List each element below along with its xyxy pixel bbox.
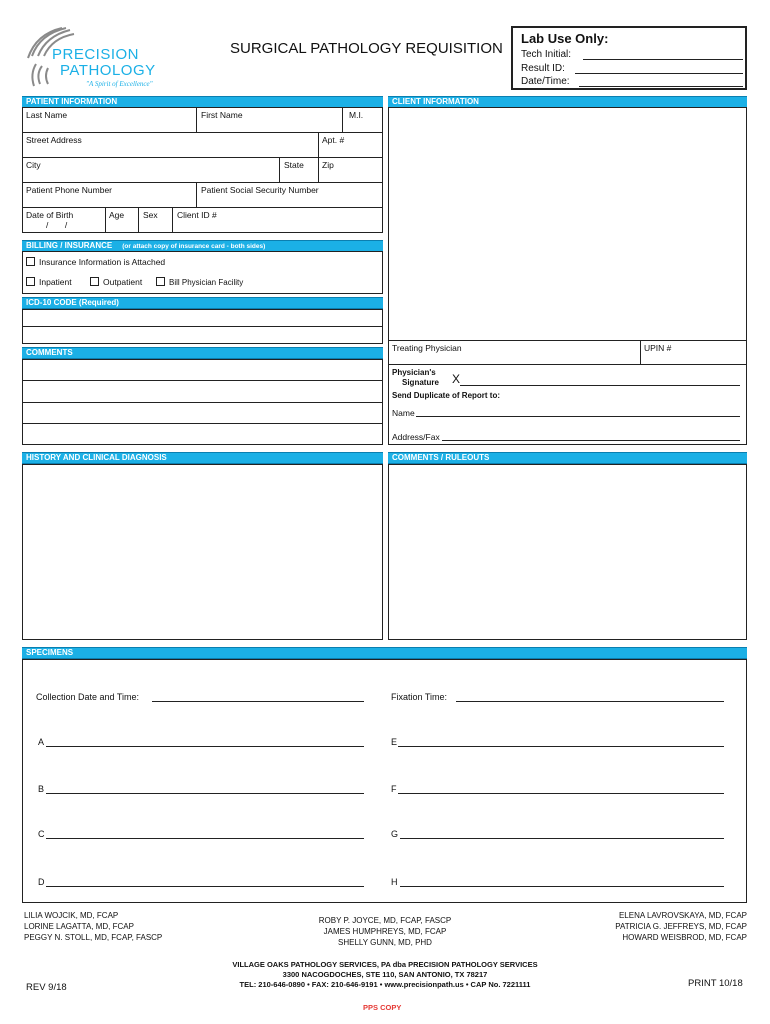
client-id-field[interactable]: Client ID #	[177, 210, 217, 220]
row-divider	[22, 423, 383, 424]
specimen-a-label: A	[38, 737, 45, 747]
footer-contact: TEL: 210-646-0890 • FAX: 210-646-9191 • www.precisionpath.us • CAP No. 7221111	[239, 980, 531, 989]
client-info-heading-text: CLIENT INFORMATION	[392, 97, 479, 106]
specimen-c-label: C	[38, 829, 45, 839]
ruleouts-heading-text: COMMENTS / RULEOUTS	[392, 453, 490, 462]
comments-heading	[22, 347, 383, 359]
doctor-name: ELENA LAVROVSKAYA, MD, FCAP	[618, 911, 747, 920]
col-divider	[318, 132, 319, 157]
insurance-attached-label: Insurance Information is Attached	[39, 257, 166, 267]
page-title: SURGICAL PATHOLOGY REQUISITION	[230, 40, 503, 57]
row-divider	[22, 207, 383, 208]
specimen-h-line[interactable]	[400, 886, 724, 887]
doctor-name: PEGGY N. STOLL, MD, FCAP, FASCP	[24, 933, 163, 942]
comments-heading-text: COMMENTS	[26, 348, 73, 357]
send-duplicate-label: Send Duplicate of Report to:	[392, 391, 500, 400]
doctor-name: LORINE LAGATTA, MD, FCAP	[24, 922, 134, 931]
physician-sig-label-2: Signature	[402, 378, 439, 387]
billing-subheading: (or attach copy of insurance card - both sides)	[122, 243, 266, 250]
row-divider	[22, 157, 383, 158]
row-divider	[22, 182, 383, 183]
specimen-d-label: D	[38, 877, 45, 887]
lab-use-box	[511, 26, 747, 90]
checkbox-icon	[90, 277, 99, 286]
ruleouts-field[interactable]	[388, 464, 747, 640]
history-heading-text: HISTORY AND CLINICAL DIAGNOSIS	[26, 453, 167, 462]
col-divider	[105, 207, 106, 233]
copy-label: PPS COPY	[363, 1003, 402, 1012]
collection-date-line[interactable]	[152, 701, 364, 702]
date-time-line[interactable]	[579, 86, 743, 87]
collection-date-label: Collection Date and Time:	[36, 692, 140, 702]
physician-signature-line[interactable]	[460, 385, 740, 386]
specimen-g-label: G	[391, 829, 399, 839]
row-divider	[388, 364, 747, 365]
checkbox-icon	[156, 277, 165, 286]
doctors-col1	[24, 910, 162, 943]
specimens-heading-text: SPECIMENS	[26, 648, 74, 657]
duplicate-address-label: Address/Fax	[392, 432, 440, 442]
row-divider	[22, 380, 383, 381]
specimen-e-line[interactable]	[398, 746, 724, 747]
col-divider	[138, 207, 139, 233]
physician-sig-label-1: Physician's	[392, 368, 436, 377]
history-heading	[22, 452, 383, 464]
city-field[interactable]: City	[26, 160, 41, 170]
specimen-d-line[interactable]	[46, 886, 364, 887]
result-id-line[interactable]	[575, 73, 743, 74]
bill-physician-checkbox[interactable]	[156, 277, 243, 287]
state-field[interactable]: State	[284, 160, 304, 170]
col-divider	[279, 157, 280, 182]
specimen-h-label: H	[391, 877, 398, 887]
specimen-b-label: B	[38, 784, 45, 794]
insurance-attached-checkbox[interactable]	[26, 257, 165, 267]
rev-label: REV 9/18	[26, 982, 67, 993]
doctor-name: PATRICIA G. JEFFREYS, MD, FCAP	[615, 922, 747, 931]
ruleouts-heading	[388, 452, 747, 464]
patient-info-heading-text: PATIENT INFORMATION	[26, 97, 118, 106]
logo-tagline: "A Spirit of Excellence"	[86, 80, 153, 88]
tech-initial-line[interactable]	[583, 59, 743, 60]
row-divider	[22, 132, 383, 133]
duplicate-name-line[interactable]	[416, 416, 740, 417]
sex-field[interactable]: Sex	[143, 210, 158, 220]
specimen-a-line[interactable]	[46, 746, 364, 747]
last-name-field[interactable]: Last Name	[26, 110, 68, 120]
treating-physician-field[interactable]: Treating Physician	[392, 343, 462, 353]
tech-initial-label: Tech Initial:	[521, 49, 572, 60]
result-id-label: Result ID:	[521, 63, 565, 74]
specimens-heading	[22, 647, 747, 659]
outpatient-label: Outpatient	[103, 277, 143, 287]
footer-company	[120, 960, 650, 990]
duplicate-address-line[interactable]	[442, 440, 740, 441]
doctor-name: ROBY P. JOYCE, MD, FCAP, FASCP	[318, 916, 452, 925]
apt-field[interactable]: Apt. #	[322, 135, 345, 145]
fixation-time-line[interactable]	[456, 701, 724, 702]
history-field[interactable]	[22, 464, 383, 640]
patient-phone-field[interactable]: Patient Phone Number	[26, 185, 112, 195]
logo-line2: PATHOLOGY	[60, 62, 156, 79]
logo-line1: PRECISION	[52, 46, 140, 63]
row-divider	[22, 402, 383, 403]
specimen-b-line[interactable]	[46, 793, 364, 794]
duplicate-name-label: Name	[392, 408, 415, 418]
doctor-name: SHELLY GUNN, MD, PHD	[338, 938, 432, 947]
zip-field[interactable]: Zip	[322, 160, 334, 170]
footer-address: 3300 NACOGDOCHES, STE 110, SAN ANTONIO, TX 78217	[282, 970, 488, 979]
logo	[22, 26, 172, 92]
patient-ssn-field[interactable]: Patient Social Security Number	[201, 185, 319, 195]
dob-slashes: / /	[46, 220, 68, 230]
upin-field[interactable]: UPIN #	[644, 343, 672, 353]
outpatient-checkbox[interactable]	[90, 277, 142, 287]
specimen-g-line[interactable]	[400, 838, 724, 839]
col-divider	[342, 107, 343, 132]
col-divider	[318, 157, 319, 182]
icd-heading-text: ICD-10 CODE (Required)	[26, 298, 119, 307]
bill-physician-label: Bill Physician Facility	[169, 278, 244, 287]
lab-use-title: Lab Use Only:	[521, 31, 609, 46]
doctor-name: LILIA WOJCIK, MD, FCAP	[24, 911, 119, 920]
col-divider	[640, 340, 641, 364]
specimen-f-line[interactable]	[398, 793, 724, 794]
specimen-e-label: E	[391, 737, 398, 747]
col-divider	[196, 182, 197, 207]
inpatient-checkbox[interactable]	[26, 277, 72, 287]
row-divider	[22, 326, 383, 327]
col-divider	[172, 207, 173, 233]
mi-field[interactable]: M.I.	[349, 110, 364, 120]
client-info-field[interactable]	[388, 107, 747, 341]
inpatient-label: Inpatient	[39, 277, 72, 287]
icd-heading	[22, 297, 383, 309]
street-address-field[interactable]: Street Address	[26, 135, 82, 145]
date-time-label: Date/Time:	[521, 76, 570, 87]
doctors-col3	[547, 910, 747, 943]
specimen-f-label: F	[391, 784, 397, 794]
checkbox-icon	[26, 277, 35, 286]
footer-company-name: VILLAGE OAKS PATHOLOGY SERVICES, PA dba PRECISION PATHOLOGY SERVICES	[232, 960, 538, 969]
doctor-name: HOWARD WEISBROD, MD, FCAP	[622, 933, 747, 942]
age-field[interactable]: Age	[109, 210, 125, 220]
first-name-field[interactable]: First Name	[201, 110, 243, 120]
date-of-birth-field[interactable]: Date of Birth	[26, 210, 74, 220]
doctor-name: JAMES HUMPHREYS, MD, FCAP	[323, 927, 447, 936]
specimen-c-line[interactable]	[46, 838, 364, 839]
sig-x: X	[452, 372, 461, 386]
fixation-time-label: Fixation Time:	[391, 692, 448, 702]
billing-heading-text: BILLING / INSURANCE	[26, 241, 113, 250]
col-divider	[196, 107, 197, 132]
checkbox-icon	[26, 257, 35, 266]
print-label: PRINT 10/18	[688, 978, 743, 989]
doctors-col2	[250, 915, 520, 948]
